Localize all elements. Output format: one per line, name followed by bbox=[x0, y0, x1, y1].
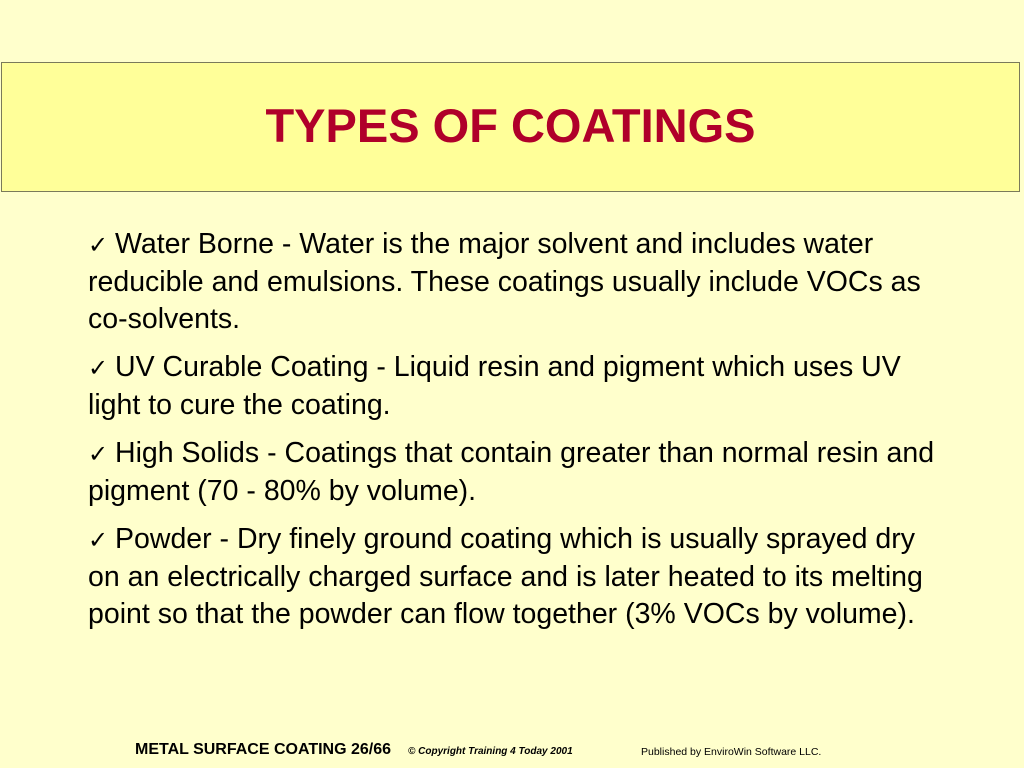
checkmark-icon: ✓ bbox=[88, 231, 109, 259]
slide-title: TYPES OF COATINGS bbox=[265, 98, 756, 152]
title-box bbox=[1, 62, 1020, 192]
course-page-label: METAL SURFACE COATING 26/66 bbox=[135, 741, 392, 758]
bullet-item bbox=[88, 226, 948, 338]
checkmark-icon: ✓ bbox=[88, 354, 109, 382]
bullet-list bbox=[88, 226, 948, 644]
footer bbox=[0, 741, 1024, 765]
publisher-notice: Published by EnviroWin Software LLC. bbox=[641, 746, 822, 758]
bullet-text: Powder - Dry finely ground coating which is usually sprayed dry on an electrically charged surface and is later heated to its melting point so that the powder can flow together (3% VOCs by volume). bbox=[88, 523, 923, 630]
bullet-item bbox=[88, 521, 948, 633]
copyright-notice: © Copyright Training 4 Today 2001 bbox=[408, 746, 573, 757]
bullet-text: UV Curable Coating - Liquid resin and pigment which uses UV light to cure the coating. bbox=[88, 351, 901, 421]
bullet-text: High Solids - Coatings that contain greater than normal resin and pigment (70 - 80% by volume). bbox=[88, 437, 935, 507]
checkmark-icon: ✓ bbox=[88, 440, 109, 468]
checkmark-icon: ✓ bbox=[88, 526, 109, 554]
bullet-item bbox=[88, 435, 948, 510]
bullet-text: Water Borne - Water is the major solvent and includes water reducible and emulsions. These coatings usually include VOCs as co-solvents. bbox=[88, 228, 921, 335]
bullet-item bbox=[88, 349, 948, 424]
